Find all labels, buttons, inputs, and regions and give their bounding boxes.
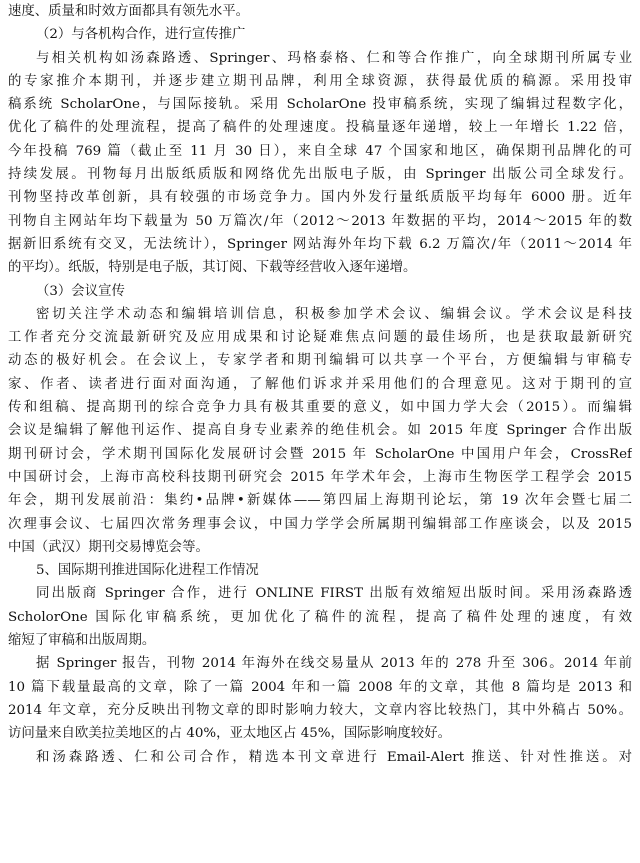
text-line: 10 篇下载量最高的文章，除了一篇 2004 年和一篇 2008 年的文章，其他 8 篇均是 2013 和 — [8, 679, 632, 695]
text-line: 稿系统 ScholarOne，与国际接轨。采用 ScholarOne 投审稿系统，实现了编辑过程数字化， — [8, 97, 632, 113]
text-line: 速度、质量和时效方面都具有领先水平。 — [8, 4, 250, 19]
text-line: 传和组稿、提高期刊的综合竞争力具有极其重要的意义，如中国力学大会（2015）。而编辑 — [8, 400, 632, 416]
section-heading: （2）与各机构合作，进行宣传推广 — [36, 27, 246, 43]
document-page — [8, 0, 632, 769]
text-line: 今年投稿 769 篇（截止至 11 月 30 日），来自全球 47 个国家和地区，确保期刊品牌化的可 — [8, 143, 632, 159]
text-line: 中国研讨会，上海市高校科技期刊研究会 2015 年学术年会，上海市生物医学工程学会 2015 — [8, 469, 632, 485]
text-line: 工作者充分交流最新研究及应用成果和讨论疑难焦点问题的最佳场所，也是获取最新研究 — [8, 330, 632, 346]
text-line: 的专家推介本期刊，并逐步建立期刊品牌，利用全球资源，获得最优质的稿源。采用投审 — [8, 73, 632, 89]
text-line: 同出版商 Springer 合作，进行 ONLINE FIRST 出版有效缩短出版时间。采用汤森路透 — [36, 586, 632, 602]
text-line: 与相关机构如汤森路透、Springer、玛格泰格、仁和等合作推广，向全球期刊所属专业 — [36, 50, 632, 66]
text-line: 刊物自主网站年均下载量为 50 万篇次/年（2012～2013 年数据的平均，2014～2015 年的数 — [8, 213, 632, 229]
text-line: 中国（武汉）期刊交易博览会等。 — [8, 539, 209, 555]
text-line: ScholorOne 国际化审稿系统，更加优化了稿件的流程，提高了稿件处理的速度，有效 — [8, 609, 632, 625]
text-line: 据 Springer 报告，刊物 2014 年海外在线交易量从 2013 年的 278 升至 306。2014 年前 — [36, 656, 632, 672]
text-line: 和汤森路透、仁和公司合作，精选本刊文章进行 Email-Alert 推送、针对性推送。对 — [36, 749, 632, 765]
text-line: 家、作者、读者进行面对面沟通，了解他们诉求并采用他们的合理意见。这对于期刊的宣 — [8, 376, 632, 392]
text-line: 动态的极好机会。在会议上，专家学者和期刊编辑可以共享一个平台，方便编辑与审稿专 — [8, 353, 632, 369]
text-line: 年会，期刊发展前沿：集约•品牌•新媒体——第四届上海期刊论坛，第 19 次年会暨七届二 — [8, 493, 632, 509]
section-heading: （3）会议宣传 — [36, 283, 125, 299]
text-line: 的平均）。纸版，特别是电子版，其订阅、下载等经营收入逐年递增。 — [8, 260, 417, 276]
text-line: 密切关注学术动态和编辑培训信息，积极参加学术会议、编辑会议。学术会议是科技 — [36, 306, 632, 322]
text-line: 期刊研讨会，学术期刊国际化发展研讨会暨 2015 年 ScholarOne 中国用户年会，CrossRef — [8, 446, 632, 462]
section-heading: 5、国际期刊推进国际化进程工作情况 — [36, 563, 259, 579]
text-line: 次理事会议、七届四次常务理事会议，中国力学学会所属期刊编辑部工作座谈会，以及 2015 — [8, 516, 632, 532]
text-line: 访问量来自欧美拉美地区的占 40%，亚太地区占 45%，国际影响度较好。 — [8, 726, 451, 742]
text-line: 会议是编辑了解他刊运作、提高自身专业素养的绝佳机会。如 2015 年度 Springer 合作出版 — [8, 423, 632, 439]
text-line: 2014 年文章，充分反映出刊物文章的即时影响力较大，文章内容比较热门，其中外稿占 50%。 — [8, 702, 632, 718]
text-line: 刊物坚持改革创新，具有较强的市场竞争力。国内外发行量纸质版平均每年 6000 册。近年 — [8, 190, 632, 206]
text-line: 持续发展。刊物每月出版纸质版和网络优先出版电子版，由 Springer 出版公司全球发行。 — [8, 167, 632, 183]
text-line: 缩短了审稿和出版周期。 — [8, 633, 156, 649]
text-line: 据新旧系统有交叉，无法统计），Springer 网站海外年均下载 6.2 万篇次/年（2011～2014 年 — [8, 236, 632, 252]
text-line: 优化了稿件的处理流程，提高了稿件的处理速度。投稿量逐年递增，较上一年增长 1.22 倍， — [8, 120, 632, 136]
